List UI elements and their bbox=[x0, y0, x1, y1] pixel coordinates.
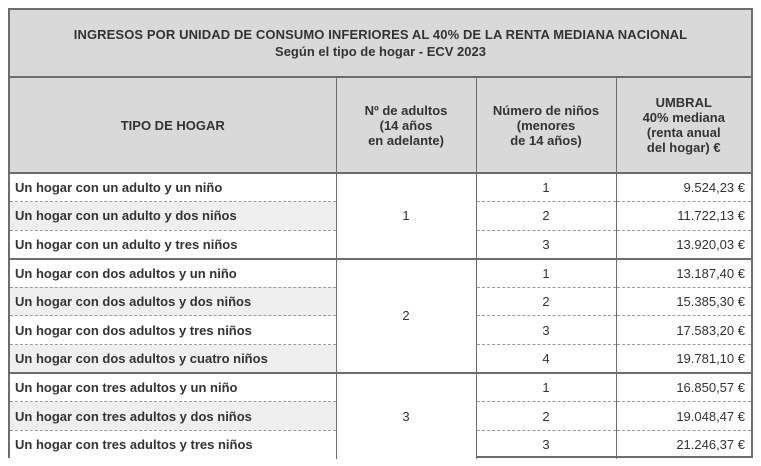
tipo-hogar-cell: Un hogar con un adulto y tres niños bbox=[10, 230, 336, 259]
ninos-cell: 2 bbox=[476, 287, 616, 316]
ninos-cell: 1 bbox=[476, 173, 616, 202]
header-tipo-hogar: TIPO DE HOGAR bbox=[10, 78, 336, 173]
tipo-hogar-cell: Un hogar con un adulto y dos niños bbox=[10, 202, 336, 231]
tipo-hogar-cell: Un hogar con tres adultos y un niño bbox=[10, 373, 336, 402]
tipo-hogar-cell: Un hogar con un adulto y un niño bbox=[10, 173, 336, 202]
umbral-cell: 19.048,47 € bbox=[616, 402, 751, 431]
umbral-cell: 11.722,13 € bbox=[616, 202, 751, 231]
tipo-hogar-cell: Un hogar con tres adultos y tres niños bbox=[10, 430, 336, 459]
ninos-cell: 2 bbox=[476, 202, 616, 231]
table-row bbox=[10, 259, 751, 288]
umbral-cell: 17.583,20 € bbox=[616, 316, 751, 345]
title-block bbox=[10, 10, 751, 78]
table-row bbox=[10, 373, 751, 402]
umbral-cell: 15.385,30 € bbox=[616, 287, 751, 316]
umbral-cell: 21.246,37 € bbox=[616, 430, 751, 459]
umbral-cell: 16.850,57 € bbox=[616, 373, 751, 402]
umbral-cell: 19.781,10 € bbox=[616, 345, 751, 374]
ninos-cell: 4 bbox=[476, 345, 616, 374]
umbral-cell: 13.920,03 € bbox=[616, 230, 751, 259]
tipo-hogar-cell: Un hogar con dos adultos y un niño bbox=[10, 259, 336, 288]
tipo-hogar-cell: Un hogar con dos adultos y dos niños bbox=[10, 287, 336, 316]
adultos-cell: 1 bbox=[336, 173, 476, 259]
umbral-cell: 13.187,40 € bbox=[616, 259, 751, 288]
table-frame bbox=[8, 8, 753, 458]
ninos-cell: 1 bbox=[476, 373, 616, 402]
header-ninos: Número de niños (menores de 14 años) bbox=[476, 78, 616, 173]
header-adultos: Nº de adultos (14 años en adelante) bbox=[336, 78, 476, 173]
tipo-hogar-cell: Un hogar con tres adultos y dos niños bbox=[10, 402, 336, 431]
table-row bbox=[10, 173, 751, 202]
header-umbral: UMBRAL 40% mediana (renta anual del hogar) € bbox=[616, 78, 751, 173]
table-subtitle: Según el tipo de hogar - ECV 2023 bbox=[275, 44, 486, 59]
tipo-hogar-cell: Un hogar con dos adultos y cuatro niños bbox=[10, 345, 336, 374]
table-title: INGRESOS POR UNIDAD DE CONSUMO INFERIORES AL 40% DE LA RENTA MEDIANA NACIONAL bbox=[73, 27, 688, 42]
ninos-cell: 3 bbox=[476, 230, 616, 259]
ninos-cell: 3 bbox=[476, 316, 616, 345]
adultos-cell: 2 bbox=[336, 259, 476, 373]
tipo-hogar-cell: Un hogar con dos adultos y tres niños bbox=[10, 316, 336, 345]
income-threshold-table bbox=[10, 78, 751, 459]
ninos-cell: 2 bbox=[476, 402, 616, 431]
adultos-cell: 3 bbox=[336, 373, 476, 459]
umbral-cell: 9.524,23 € bbox=[616, 173, 751, 202]
ninos-cell: 1 bbox=[476, 259, 616, 288]
ninos-cell: 3 bbox=[476, 430, 616, 459]
header-row bbox=[10, 78, 751, 173]
